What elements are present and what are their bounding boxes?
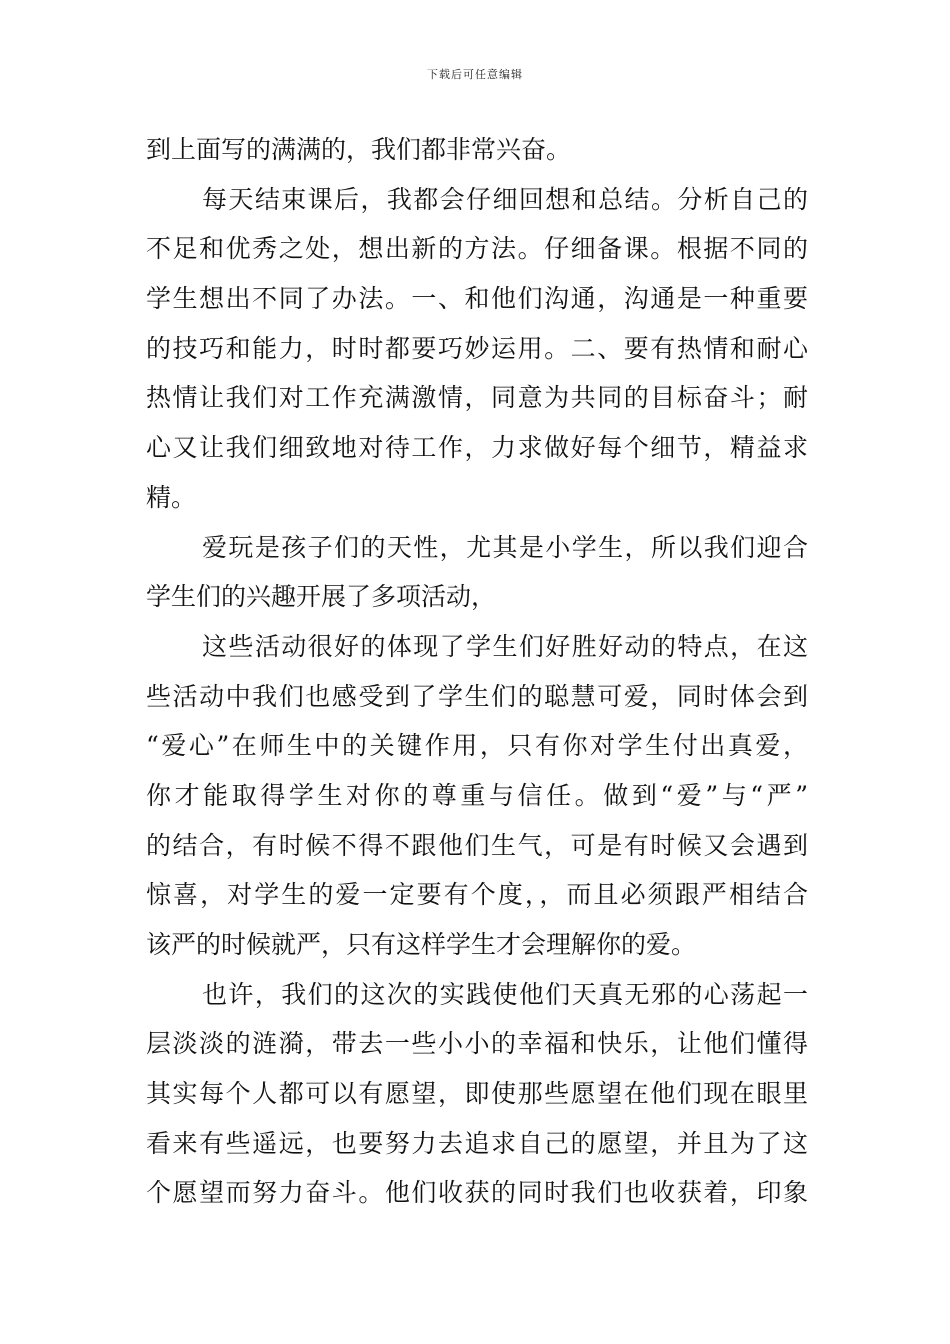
text-line: 该严的时候就严，只有这样学生才会理解你的爱。 [146,930,697,959]
text-line: 也许，我们的这次的实践使他们天真无邪的心荡起一 [202,979,808,1009]
page-header-note: 下载后可任意编辑 [427,68,523,81]
text-line: 学生们的兴趣开展了多项活动， [146,582,497,612]
text-line: 心又让我们细致地对待工作，力求做好每个细节，精益求 [146,433,808,463]
document-body [146,125,808,1218]
text-line: 其实每个人都可以有愿望，即使那些愿望在他们现在眼里 [146,1079,808,1109]
text-line: 个愿望而努力奋斗。他们收获的同时我们也收获着，印象 [146,1178,808,1208]
text-line: 不足和优秀之处，想出新的方法。仔细备课。根据不同的 [146,234,808,264]
text-line: “爱心”在师生中的关键作用，只有你对学生付出真爱， [146,731,808,761]
text-line: 精。 [146,482,197,512]
text-line: 层淡淡的涟漪，带去一些小小的幸福和快乐，让他们懂得 [146,1029,808,1059]
text-line: 的结合，有时候不得不跟他们生气，可是有时候又会遇到 [146,830,808,860]
text-line: 爱玩是孩子们的天性，尤其是小学生，所以我们迎合 [202,532,808,562]
text-line: 学生想出不同了办法。一、和他们沟通，沟通是一种重要 [146,284,808,314]
text-line: 你才能取得学生对你的尊重与信任。做到“爱”与“严” [146,780,808,810]
text-line: 看来有些遥远，也要努力去追求自己的愿望，并且为了这 [146,1128,808,1158]
text-line: 每天结束课后，我都会仔细回想和总结。分析自己的 [202,184,808,214]
text-line: 些活动中我们也感受到了学生们的聪慧可爱，同时体会到 [146,681,808,711]
text-line: 这些活动很好的体现了学生们好胜好动的特点，在这 [202,631,808,661]
text-line: 热情让我们对工作充满激情，同意为共同的目标奋斗；耐 [146,383,808,413]
text-line: 惊喜，对学生的爱一定要有个度，，而且必须跟严相结合 [146,880,808,910]
text-line: 的技巧和能力，时时都要巧妙运用。二、要有热情和耐心 [146,333,808,363]
text-line: 到上面写的满满的，我们都非常兴奋。 [146,135,572,164]
